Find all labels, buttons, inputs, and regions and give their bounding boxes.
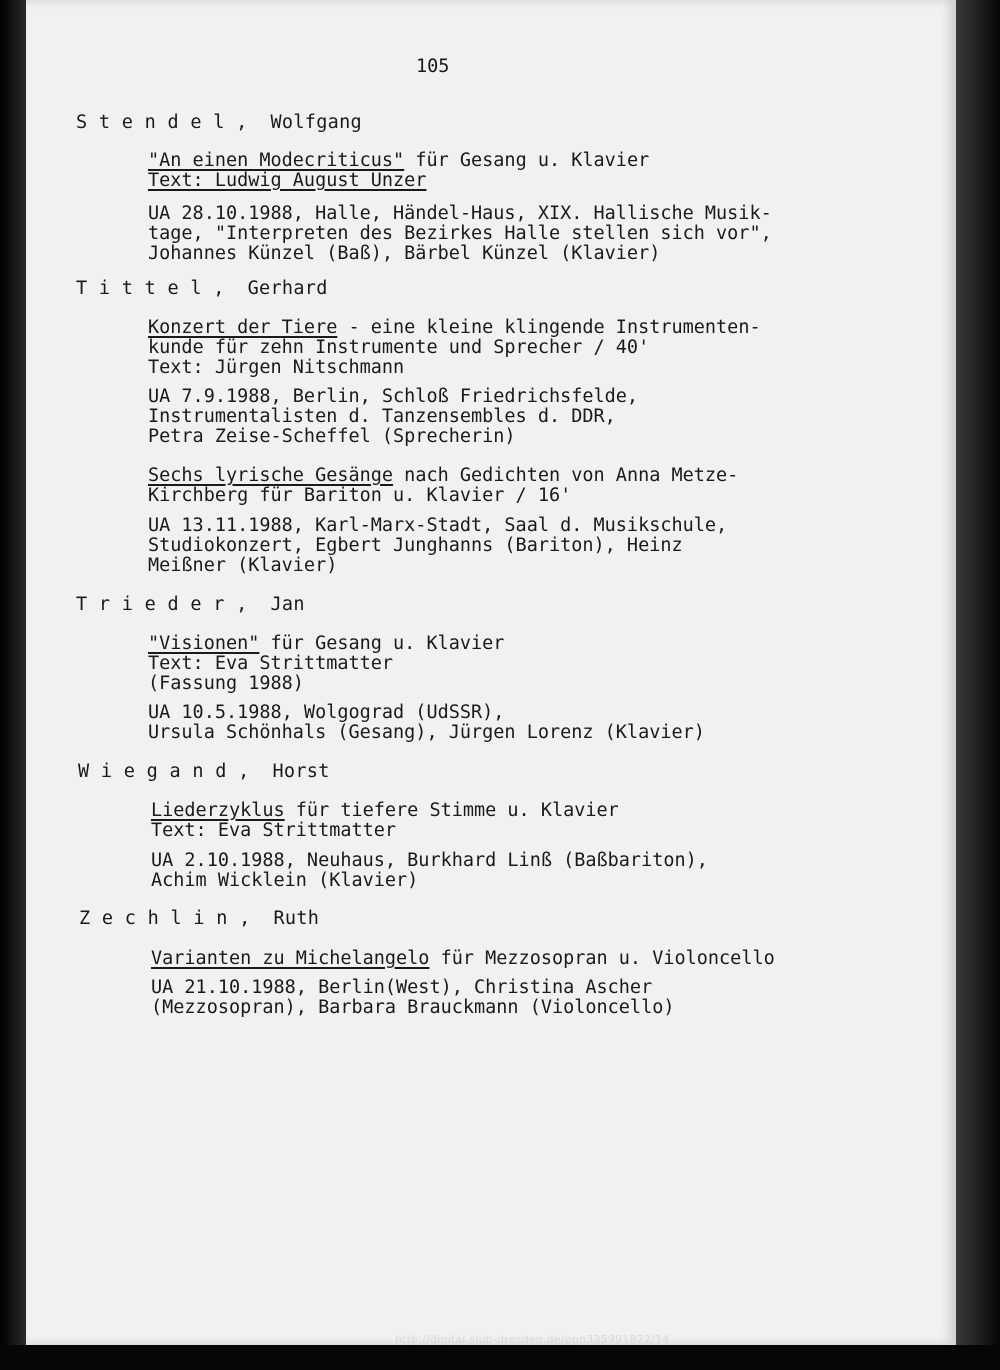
work-text-line: Text: Eva Strittmatter xyxy=(148,653,394,674)
work-title-line xyxy=(151,949,775,969)
document-page xyxy=(26,0,956,1345)
work-text-line: Text: Ludwig August Unzer xyxy=(148,170,427,191)
work-text-line: Text: Jürgen Nitschmann xyxy=(148,357,405,378)
work-title-line xyxy=(148,634,504,654)
composer-name: T i t t e l , Gerhard xyxy=(76,278,328,299)
composer-name: Z e c h l i n , Ruth xyxy=(79,908,320,929)
work-text-line: kunde für zehn Instrumente und Sprecher / 40' xyxy=(148,337,650,358)
premiere-line: UA 2.10.1988, Neuhaus, Burkhard Linß (Baßbariton), xyxy=(151,850,708,871)
work-title: Varianten zu Michelangelo xyxy=(151,948,430,969)
work-text-line: (Fassung 1988) xyxy=(148,673,304,694)
bottom-bar xyxy=(0,1345,1000,1370)
premiere-line: UA 28.10.1988, Halle, Händel-Haus, XIX. Hallische Musik- xyxy=(148,203,772,224)
work-text-line: Kirchberg für Bariton u. Klavier / 16' xyxy=(148,485,572,506)
composer-name: W i e g a n d , Horst xyxy=(78,761,330,782)
footer-url: http://digital.slub-dresden.de/ppn335991822/14 xyxy=(395,1333,670,1346)
premiere-line: tage, "Interpreten des Bezirkes Halle stellen sich vor", xyxy=(148,223,772,244)
work-title: "An einen Modecriticus" xyxy=(148,150,405,171)
premiere-line: Studiokonzert, Egbert Junghanns (Bariton), Heinz xyxy=(148,535,683,556)
work-title-line xyxy=(148,151,649,171)
work-title-rest: für Gesang u. Klavier xyxy=(259,633,505,654)
premiere-line: Instrumentalisten d. Tanzensembles d. DDR, xyxy=(148,406,616,427)
composer-name: S t e n d e l , Wolfgang xyxy=(76,112,362,133)
work-title-rest: - eine kleine klingende Instrumenten- xyxy=(337,317,761,338)
page-edge xyxy=(956,0,1000,1370)
premiere-line: Meißner (Klavier) xyxy=(148,555,338,576)
work-title-rest: für tiefere Stimme u. Klavier xyxy=(284,800,619,821)
work-text-line: Text: Eva Strittmatter xyxy=(151,820,397,841)
work-title-line xyxy=(151,801,619,821)
premiere-line: UA 13.11.1988, Karl-Marx-Stadt, Saal d. Musikschule, xyxy=(148,515,728,536)
premiere-line: UA 10.5.1988, Wolgograd (UdSSR), xyxy=(148,702,505,723)
work-title-line xyxy=(148,318,761,338)
composer-name: T r i e d e r , Jan xyxy=(76,594,305,615)
premiere-line: UA 7.9.1988, Berlin, Schloß Friedrichsfelde, xyxy=(148,386,639,407)
book-spine xyxy=(0,0,26,1370)
premiere-line: Petra Zeise-Scheffel (Sprecherin) xyxy=(148,426,516,447)
work-title-rest: nach Gedichten von Anna Metze- xyxy=(393,465,739,486)
premiere-line: Ursula Schönhals (Gesang), Jürgen Lorenz (Klavier) xyxy=(148,722,705,743)
premiere-line: UA 21.10.1988, Berlin(West), Christina Ascher xyxy=(151,977,653,998)
premiere-line: (Mezzosopran), Barbara Brauckmann (Violoncello) xyxy=(151,997,675,1018)
premiere-line: Johannes Künzel (Baß), Bärbel Künzel (Klavier) xyxy=(148,243,661,264)
work-title: Sechs lyrische Gesänge xyxy=(148,465,394,486)
work-title-line xyxy=(148,466,738,486)
page-number: 105 xyxy=(416,56,450,77)
premiere-line: Achim Wicklein (Klavier) xyxy=(151,870,419,891)
work-title-rest: für Gesang u. Klavier xyxy=(404,150,650,171)
work-title: Liederzyklus xyxy=(151,800,285,821)
work-title: "Visionen" xyxy=(148,633,260,654)
work-title: Konzert der Tiere xyxy=(148,317,338,338)
work-title-rest: für Mezzosopran u. Violoncello xyxy=(429,948,775,969)
